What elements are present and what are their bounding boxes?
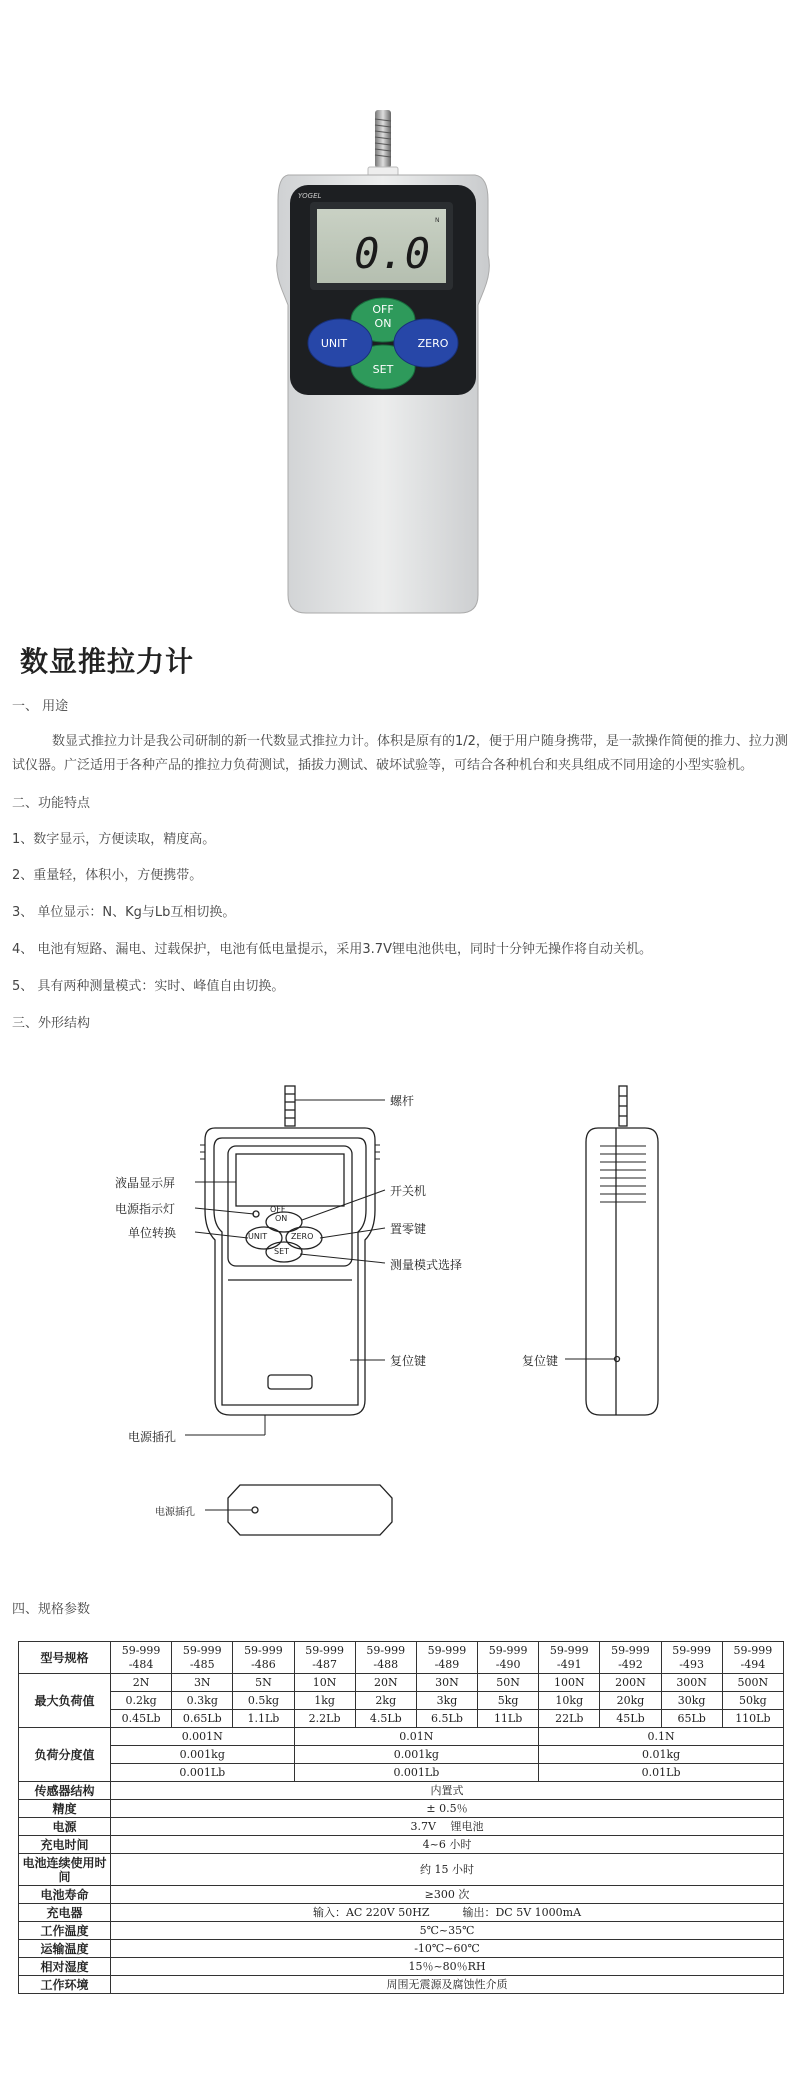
table-row: [19, 1746, 784, 1764]
table-cell: 2N: [111, 1674, 172, 1692]
table-row: [19, 1836, 784, 1854]
feature-item: 5、 具有两种测量模式：实时、峰值自由切换。: [12, 979, 285, 994]
svg-text:N: N: [435, 217, 440, 224]
model-cell: 59-999 -485: [172, 1642, 233, 1674]
row-label: 充电时间: [19, 1836, 111, 1854]
label-reset-key: 复位键: [390, 1354, 427, 1368]
on-label: ON: [374, 317, 392, 330]
model-cell: 59-999 -488: [355, 1642, 416, 1674]
row-label: 精度: [19, 1800, 111, 1818]
draw-unit-label: UNIT: [248, 1232, 268, 1241]
table-row: [19, 1674, 784, 1692]
table-cell: 0.001kg: [111, 1746, 295, 1764]
table-cell: 300N: [661, 1674, 722, 1692]
section-spec-heading: 四、规格参数: [12, 1602, 91, 1617]
table-cell: 65Lb: [661, 1710, 722, 1728]
table-cell: 0.1N: [539, 1728, 784, 1746]
table-row: [19, 1642, 784, 1674]
section-features-heading: 二、功能特点: [12, 796, 91, 811]
draw-zero-label: ZERO: [291, 1232, 314, 1241]
model-cell: 59-999 -493: [661, 1642, 722, 1674]
table-cell: 3N: [172, 1674, 233, 1692]
table-cell: 11Lb: [478, 1710, 539, 1728]
row-value: 输入：AC 220V 50HZ 输出：DC 5V 1000mA: [111, 1904, 784, 1922]
label-power-jack-bottom: 电源插孔: [155, 1507, 195, 1518]
table-row: [19, 1886, 784, 1904]
row-value: -10℃~60℃: [111, 1940, 784, 1958]
zero-label: ZERO: [417, 337, 449, 350]
structure-drawing: [0, 1070, 800, 1550]
row-value: 内置式: [111, 1782, 784, 1800]
unit-label: UNIT: [320, 337, 348, 350]
row-label: 电池寿命: [19, 1886, 111, 1904]
table-cell: 0.01N: [294, 1728, 539, 1746]
max-load-label: 最大负荷值: [19, 1674, 111, 1728]
table-cell: 45Lb: [600, 1710, 661, 1728]
table-cell: 50kg: [722, 1692, 783, 1710]
label-unit-switch: 单位转换: [128, 1226, 177, 1240]
table-cell: 5kg: [478, 1692, 539, 1710]
label-lcd: 液晶显示屏: [115, 1176, 176, 1190]
lcd-reading: 0.0: [354, 229, 430, 278]
feature-item: 4、 电池有短路、漏电、过载保护，电池有低电量提示，采用3.7V锂电池供电，同时十分钟无操作将自动关机。: [12, 942, 652, 957]
table-cell: 0.3kg: [172, 1692, 233, 1710]
row-value: ≥300 次: [111, 1886, 784, 1904]
row-value: 3.7V 锂电池: [111, 1818, 784, 1836]
row-value: 约 15 小时: [111, 1854, 784, 1886]
table-row: [19, 1904, 784, 1922]
label-zero-key: 置零键: [390, 1222, 427, 1236]
row-label: 相对湿度: [19, 1958, 111, 1976]
table-cell: 20kg: [600, 1692, 661, 1710]
row-label: 电池连续使用时间: [19, 1854, 111, 1886]
table-row: [19, 1818, 784, 1836]
table-cell: 0.2kg: [111, 1692, 172, 1710]
row-label: 工作环境: [19, 1976, 111, 1994]
table-cell: 0.65Lb: [172, 1710, 233, 1728]
table-cell: 10kg: [539, 1692, 600, 1710]
row-value: 15％~80％RH: [111, 1958, 784, 1976]
resolution-label: 负荷分度值: [19, 1728, 111, 1782]
table-cell: 0.001Lb: [111, 1764, 295, 1782]
feature-item: 1、数字显示，方便读取，精度高。: [12, 832, 216, 847]
row-label: 传感器结构: [19, 1782, 111, 1800]
table-row: [19, 1958, 784, 1976]
table-cell: 20N: [355, 1674, 416, 1692]
table-cell: 2kg: [355, 1692, 416, 1710]
table-cell: 50N: [478, 1674, 539, 1692]
label-power-led: 电源指示灯: [115, 1202, 176, 1216]
row-value: 周围无震源及腐蚀性介质: [111, 1976, 784, 1994]
draw-set-label: SET: [274, 1247, 290, 1256]
table-cell: 30N: [416, 1674, 477, 1692]
feature-item: 2、重量轻，体积小，方便携带。: [12, 868, 203, 883]
model-cell: 59-999 -490: [478, 1642, 539, 1674]
row-label: 电源: [19, 1818, 111, 1836]
row-value: ± 0.5％: [111, 1800, 784, 1818]
feature-item: 3、 单位显示：N、Kg与Lb互相切换。: [12, 905, 236, 920]
brand-label: YOGEL: [298, 192, 322, 200]
table-cell: 0.01kg: [539, 1746, 784, 1764]
table-row: [19, 1764, 784, 1782]
table-cell: 1kg: [294, 1692, 355, 1710]
table-row: [19, 1800, 784, 1818]
table-cell: 0.5kg: [233, 1692, 294, 1710]
label-screw: 螺杆: [390, 1094, 415, 1108]
table-row: [19, 1728, 784, 1746]
table-cell: 22Lb: [539, 1710, 600, 1728]
table-cell: 4.5Lb: [355, 1710, 416, 1728]
model-cell: 59-999 -484: [111, 1642, 172, 1674]
table-cell: 30kg: [661, 1692, 722, 1710]
model-label: 型号规格: [19, 1642, 111, 1674]
table-row: [19, 1710, 784, 1728]
model-cell: 59-999 -492: [600, 1642, 661, 1674]
table-cell: 5N: [233, 1674, 294, 1692]
label-power-jack: 电源插孔: [128, 1430, 177, 1444]
table-cell: 0.01Lb: [539, 1764, 784, 1782]
table-cell: 2.2Lb: [294, 1710, 355, 1728]
label-mode-select: 测量模式选择: [390, 1258, 463, 1272]
table-row: [19, 1692, 784, 1710]
label-reset-key-side: 复位键: [522, 1354, 559, 1368]
force-gauge-illustration: [270, 105, 495, 625]
table-cell: 500N: [722, 1674, 783, 1692]
page-title: 数显推拉力计: [20, 645, 195, 678]
model-cell: 59-999 -494: [722, 1642, 783, 1674]
model-cell: 59-999 -487: [294, 1642, 355, 1674]
off-label: OFF: [372, 303, 394, 316]
table-cell: 200N: [600, 1674, 661, 1692]
table-row: [19, 1854, 784, 1886]
spec-table: [18, 1641, 784, 1994]
row-label: 运输温度: [19, 1940, 111, 1958]
model-cell: 59-999 -491: [539, 1642, 600, 1674]
model-cell: 59-999 -489: [416, 1642, 477, 1674]
table-cell: 0.45Lb: [111, 1710, 172, 1728]
draw-on-label: ON: [275, 1214, 288, 1223]
row-value: 4~6 小时: [111, 1836, 784, 1854]
row-value: 5℃~35℃: [111, 1922, 784, 1940]
draw-off-label: OFF: [270, 1205, 286, 1214]
row-label: 充电器: [19, 1904, 111, 1922]
device-photo: [270, 105, 495, 625]
model-cell: 59-999 -486: [233, 1642, 294, 1674]
section-usage-heading: 一、 用途: [12, 699, 69, 714]
table-cell: 0.001N: [111, 1728, 295, 1746]
table-row: [19, 1940, 784, 1958]
usage-paragraph: 数显式推拉力计是我公司研制的新一代数显式推拉力计。体积是原有的1/2，便于用户随身携带，是一款操作简便的推力、拉力测试仪器。广泛适用于各种产品的推拉力负荷测试，插拔力测试、破坏试验等，可结合各种机台和夹具组成不同用途的小型实验机。: [12, 734, 788, 773]
table-cell: 110Lb: [722, 1710, 783, 1728]
table-row: [19, 1782, 784, 1800]
table-cell: 0.001kg: [294, 1746, 539, 1764]
label-power-switch: 开关机: [390, 1184, 427, 1198]
set-label: SET: [372, 363, 394, 376]
table-cell: 10N: [294, 1674, 355, 1692]
section-structure-heading: 三、外形结构: [12, 1016, 91, 1031]
table-cell: 1.1Lb: [233, 1710, 294, 1728]
table-cell: 0.001Lb: [294, 1764, 539, 1782]
table-cell: 3kg: [416, 1692, 477, 1710]
row-label: 工作温度: [19, 1922, 111, 1940]
table-cell: 6.5Lb: [416, 1710, 477, 1728]
table-cell: 100N: [539, 1674, 600, 1692]
table-row: [19, 1976, 784, 1994]
table-row: [19, 1922, 784, 1940]
